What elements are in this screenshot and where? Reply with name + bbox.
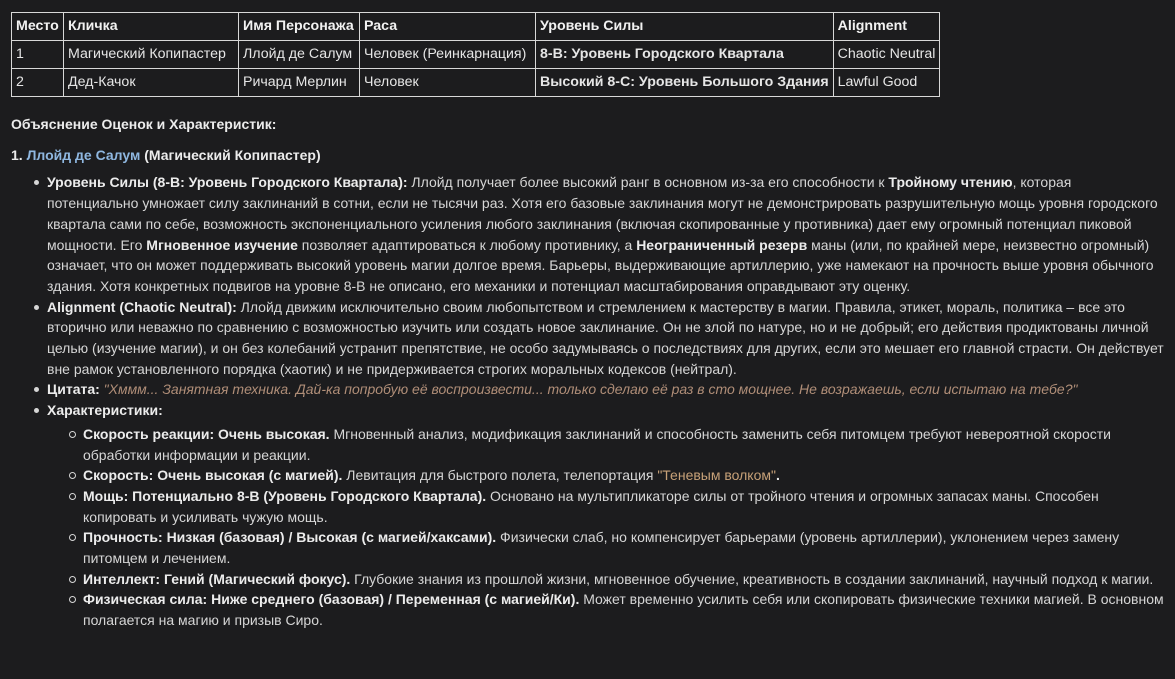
cell-nickname: Дед-Качок	[64, 69, 239, 97]
characteristic-label: Прочность: Низкая (базовая) / Высокая (с магией/хаксами).	[83, 529, 497, 546]
explanation-section	[11, 114, 1165, 631]
col-header-power-level: Уровень Силы	[536, 13, 834, 41]
table-row	[12, 41, 940, 69]
character-number: 1.	[11, 146, 23, 163]
characteristic-text: Мгновенный анализ, модификация заклинаний и способность заменить себя питомцем требуют невероятной скорости обработки информации и реакции.	[83, 425, 1111, 463]
quote-text: "Хммм... Занятная техника. Дай-ка попробую её воспроизвести... только сделаю её раз в сто мощнее. Не возражаешь, если испытаю на тебе?"	[103, 381, 1078, 398]
list-item-alignment	[47, 297, 1165, 380]
cell-character-name: Ллойд де Салум	[239, 41, 360, 69]
characteristic-label: Физическая сила: Ниже среднего (базовая) / Переменная (с магией/Ки).	[83, 591, 580, 608]
character-name-link[interactable]: Ллойд де Салум	[26, 146, 141, 163]
col-header-alignment: Alignment	[833, 13, 940, 41]
characteristic-text: Физически слаб, но компенсирует барьерами (уровень артиллерии), уклонением через замену питомцем и лечением.	[83, 529, 1120, 567]
characteristics-label: Характеристики:	[47, 402, 163, 419]
power-text-1: Ллойд получает более высокий ранг в основном из-за его способности к	[407, 174, 889, 191]
power-text-3: позволяет адаптироваться к любому противнику, а	[297, 236, 637, 253]
cell-nickname: Магический Копипастер	[64, 41, 239, 69]
cell-place: 2	[12, 69, 64, 97]
alignment-text: Ллойд движим исключительно своим любопытством и стремлением к мастерству в магии. Правила, этикет, мораль, политика – все это вторично или неважно по сравнению с возможностью изучить или создать новое заклинание. Он не злой по натуре, но и не добрый; его действия продиктованы личной целью (изучение магии), и он без колебаний устранит препятствие, не особо задумываясь о последствиях для других, если это мешает его главной страсти. Он действует вне рамок установленного порядка (хаотик) и не придерживается строгих моральных кодексов (нейтрал).	[47, 298, 1164, 377]
characteristic-label: Скорость: Очень высокая (с магией).	[83, 467, 343, 484]
characteristic-item	[83, 424, 1165, 465]
cell-race: Человек	[360, 69, 536, 97]
table-row	[12, 69, 940, 97]
cell-character-name: Ричард Мерлин	[239, 69, 360, 97]
col-header-nickname: Кличка	[64, 13, 239, 41]
power-bold-3: Неограниченный резерв	[636, 236, 808, 253]
characteristic-item	[83, 527, 1165, 568]
col-header-place: Место	[12, 13, 64, 41]
character-details-list	[11, 172, 1165, 630]
characteristic-accent: "Теневым волком"	[657, 467, 776, 484]
explanation-heading: Объяснение Оценок и Характеристик:	[11, 116, 277, 132]
list-item-power	[47, 172, 1165, 296]
characteristic-label: Интеллект: Гений (Магический фокус).	[83, 570, 351, 587]
characteristic-text: Левитация для быстрого полета, телепортация	[342, 467, 658, 484]
col-header-race: Раса	[360, 13, 536, 41]
power-text-2: , которая потенциально умножает силу заклинаний в сотни, если не тысячи раз. Хотя его базовые заклинания могут не демонстрировать разрушительную мощь уровня городского квартала сами по себе, возможность экспоненциального усиления любого заклинания (включая скопированные у противника) дает ему огромный потенциал пиковой мощности. Его	[47, 174, 1158, 253]
character-alias: (Магический Копипастер)	[144, 146, 321, 163]
power-bold-2: Мгновенное изучение	[146, 236, 298, 253]
character-heading	[11, 145, 1165, 166]
cell-race: Человек (Реинкарнация)	[360, 41, 536, 69]
characteristic-text: Глубокие знания из прошлой жизни, мгновенное обучение, креативность в создании заклинаний, научный подход к магии.	[350, 570, 1154, 587]
cell-alignment: Chaotic Neutral	[833, 41, 940, 69]
cell-power-level: Высокий 8-C: Уровень Большого Здания	[536, 69, 834, 97]
characteristic-item	[83, 569, 1165, 590]
list-item-characteristics	[47, 400, 1165, 631]
characteristic-item	[83, 465, 1165, 486]
col-header-character-name: Имя Персонажа	[239, 13, 360, 41]
characteristics-list	[47, 424, 1165, 631]
power-bold-1: Тройному чтению	[888, 174, 1013, 191]
characteristic-text: Основано на мультипликаторе силы от тройного чтения и огромных запасах маны. Способен копировать и усиливать чужую мощь.	[83, 487, 1099, 525]
characteristic-tail: .	[775, 467, 780, 484]
characteristic-item	[83, 486, 1165, 527]
list-item-quote	[47, 379, 1165, 400]
cell-place: 1	[12, 41, 64, 69]
cell-power-level: 8-B: Уровень Городского Квартала	[536, 41, 834, 69]
power-text-4: маны (или, по крайней мере, неизвестно огромный) означает, что он может поддерживать высокий уровень магии долгое время. Барьеры, выдерживающие артиллерию, уже намекают на прочность выше уровня обычного здания. Хотя конкретных подвигов на уровне 8-B не описано, его механики и потенциал масштабирования оправдывают эту оценку.	[47, 236, 1154, 294]
quote-label: Цитата:	[47, 381, 100, 398]
characteristic-label: Скорость реакции: Очень высокая.	[83, 425, 330, 442]
power-label: Уровень Силы (8-B: Уровень Городского Квартала):	[47, 174, 408, 191]
table-header-row	[12, 13, 940, 41]
cell-alignment: Lawful Good	[833, 69, 940, 97]
characteristic-text: Может временно усилить себя или скопировать физические техники магией. В основном полагается на магию и призыв Сиро.	[83, 591, 1164, 629]
characteristic-label: Мощь: Потенциально 8-B (Уровень Городского Квартала).	[83, 487, 487, 504]
alignment-label: Alignment (Chaotic Neutral):	[47, 298, 237, 315]
characteristic-item	[83, 589, 1165, 630]
ranking-table	[11, 12, 940, 97]
